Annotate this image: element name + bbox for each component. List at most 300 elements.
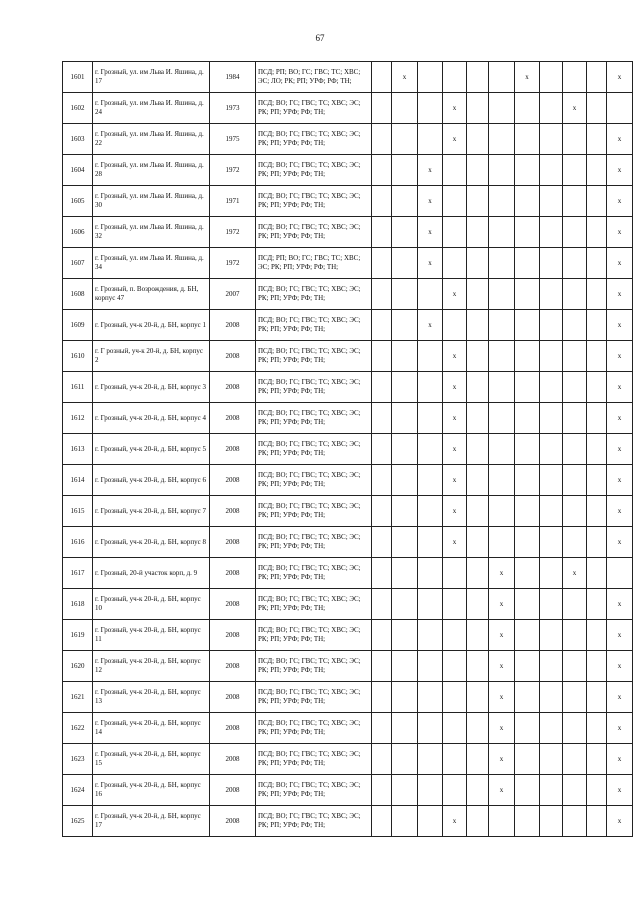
mark-cell [563, 186, 587, 217]
mark-cell [443, 744, 467, 775]
table-row [63, 651, 633, 682]
row-number: 1620 [63, 651, 93, 682]
mark-cell [372, 744, 392, 775]
mark-cell [418, 806, 443, 837]
mark-cell [540, 589, 563, 620]
mark-cell: x [607, 155, 633, 186]
mark-cell [467, 62, 489, 93]
mark-cell [443, 620, 467, 651]
mark-cell [489, 341, 515, 372]
mark-cell [540, 372, 563, 403]
mark-cell [467, 806, 489, 837]
mark-cell [467, 620, 489, 651]
mark-cell: x [607, 248, 633, 279]
mark-cell [515, 496, 540, 527]
mark-cell [467, 248, 489, 279]
works-list-cell: ПСД; ВО; ГС; ГВС; ТС; ХВС; ЭС; РК; РП; УРФ; РФ; ТН; [256, 682, 372, 713]
mark-cell: x [443, 124, 467, 155]
mark-cell [372, 403, 392, 434]
mark-cell [563, 62, 587, 93]
mark-cell [515, 341, 540, 372]
address-cell: г. Грозный, уч-к 20-й, д. БН, корпус 13 [93, 682, 210, 713]
mark-cell [392, 744, 418, 775]
address-cell: г. Грозный, уч-к 20-й, д. БН, корпус 17 [93, 806, 210, 837]
year-cell: 2008 [210, 806, 256, 837]
mark-cell [392, 620, 418, 651]
address-cell: г. Грозный, уч-к 20-й, д. БН, корпус 4 [93, 403, 210, 434]
mark-cell [443, 155, 467, 186]
works-list-cell: ПСД; ВО; ГС; ГВС; ТС; ХВС; ЭС; РК; РП; УРФ; РФ; ТН; [256, 403, 372, 434]
mark-cell [563, 248, 587, 279]
row-number: 1603 [63, 124, 93, 155]
mark-cell [515, 155, 540, 186]
mark-cell [607, 558, 633, 589]
mark-cell [563, 341, 587, 372]
mark-cell: x [443, 93, 467, 124]
address-cell: г. Грозный, ул. им Льва И. Яшина, д. 24 [93, 93, 210, 124]
mark-cell [418, 744, 443, 775]
mark-cell [515, 217, 540, 248]
mark-cell: x [563, 93, 587, 124]
mark-cell [587, 372, 607, 403]
mark-cell [443, 186, 467, 217]
works-list-cell: ПСД; ВО; ГС; ГВС; ТС; ХВС; ЭС; РК; РП; УРФ; РФ; ТН; [256, 527, 372, 558]
row-number: 1618 [63, 589, 93, 620]
mark-cell [540, 775, 563, 806]
year-cell: 2008 [210, 713, 256, 744]
address-cell: г. Грозный, уч-к 20-й, д. БН, корпус 14 [93, 713, 210, 744]
mark-cell [515, 372, 540, 403]
works-list-cell: ПСД; ВО; ГС; ГВС; ТС; ХВС; ЭС; РК; РП; УРФ; РФ; ТН; [256, 93, 372, 124]
mark-cell [392, 589, 418, 620]
year-cell: 2008 [210, 496, 256, 527]
row-number: 1602 [63, 93, 93, 124]
works-list-cell: ПСД; ВО; ГС; ГВС; ТС; ХВС; ЭС; РК; РП; УРФ; РФ; ТН; [256, 341, 372, 372]
table-row [63, 682, 633, 713]
row-number: 1615 [63, 496, 93, 527]
mark-cell [467, 465, 489, 496]
year-cell: 2008 [210, 372, 256, 403]
mark-cell [515, 744, 540, 775]
row-number: 1612 [63, 403, 93, 434]
works-list-cell: ПСД; ВО; ГС; ГВС; ТС; ХВС; ЭС; РК; РП; УРФ; РФ; ТН; [256, 744, 372, 775]
mark-cell [372, 341, 392, 372]
year-cell: 1972 [210, 155, 256, 186]
year-cell: 2008 [210, 558, 256, 589]
row-number: 1614 [63, 465, 93, 496]
mark-cell: x [443, 341, 467, 372]
year-cell: 2008 [210, 403, 256, 434]
mark-cell [540, 310, 563, 341]
works-list-cell: ПСД; ВО; ГС; ГВС; ТС; ХВС; ЭС; РК; РП; УРФ; РФ; ТН; [256, 217, 372, 248]
mark-cell [418, 496, 443, 527]
mark-cell [392, 806, 418, 837]
mark-cell [540, 713, 563, 744]
works-list-cell: ПСД; РП; ВО; ГС; ГВС; ТС; ХВС; ЭС; РК; РП; УРФ; РФ; ТН; [256, 248, 372, 279]
mark-cell [515, 186, 540, 217]
mark-cell [587, 744, 607, 775]
year-cell: 1973 [210, 93, 256, 124]
table-row [63, 713, 633, 744]
mark-cell: x [418, 310, 443, 341]
mark-cell [489, 372, 515, 403]
table-row [63, 434, 633, 465]
year-cell: 2008 [210, 651, 256, 682]
mark-cell: x [607, 713, 633, 744]
mark-cell [563, 713, 587, 744]
mark-cell: x [607, 372, 633, 403]
address-cell: г. Грозный, уч-к 20-й, д. БН, корпус 11 [93, 620, 210, 651]
mark-cell [489, 93, 515, 124]
mark-cell [587, 620, 607, 651]
mark-cell: x [418, 186, 443, 217]
mark-cell [587, 527, 607, 558]
mark-cell [540, 651, 563, 682]
mark-cell [563, 775, 587, 806]
row-number: 1613 [63, 434, 93, 465]
mark-cell: x [607, 465, 633, 496]
mark-cell: x [489, 589, 515, 620]
mark-cell [587, 248, 607, 279]
row-number: 1619 [63, 620, 93, 651]
mark-cell [372, 589, 392, 620]
works-list-cell: ПСД; ВО; ГС; ГВС; ТС; ХВС; ЭС; РК; РП; УРФ; РФ; ТН; [256, 713, 372, 744]
mark-cell [515, 434, 540, 465]
row-number: 1608 [63, 279, 93, 310]
year-cell: 1971 [210, 186, 256, 217]
mark-cell [418, 465, 443, 496]
works-list-cell: ПСД; ВО; ГС; ГВС; ТС; ХВС; ЭС; РК; РП; УРФ; РФ; ТН; [256, 124, 372, 155]
address-cell: г. Грозный, уч-к 20-й, д. БН, корпус 3 [93, 372, 210, 403]
mark-cell [563, 217, 587, 248]
table-row [63, 558, 633, 589]
mark-cell: x [563, 558, 587, 589]
year-cell: 2008 [210, 589, 256, 620]
address-cell: г. Грозный, уч-к 20-й, д. БН, корпус 5 [93, 434, 210, 465]
mark-cell [515, 124, 540, 155]
mark-cell [418, 527, 443, 558]
mark-cell: x [443, 496, 467, 527]
year-cell: 2008 [210, 527, 256, 558]
mark-cell [372, 155, 392, 186]
mark-cell [467, 93, 489, 124]
mark-cell [372, 558, 392, 589]
mark-cell: x [607, 744, 633, 775]
mark-cell: x [489, 713, 515, 744]
table-row [63, 496, 633, 527]
year-cell: 1972 [210, 248, 256, 279]
mark-cell [489, 806, 515, 837]
mark-cell: x [443, 403, 467, 434]
mark-cell [467, 589, 489, 620]
mark-cell: x [607, 403, 633, 434]
mark-cell: x [515, 62, 540, 93]
mark-cell [489, 217, 515, 248]
mark-cell: x [443, 806, 467, 837]
mark-cell [587, 682, 607, 713]
mark-cell [372, 620, 392, 651]
address-cell: г. Г розный, уч-к 20-й, д. БН, корпус 2 [93, 341, 210, 372]
row-number: 1606 [63, 217, 93, 248]
mark-cell: x [607, 496, 633, 527]
mark-cell [540, 62, 563, 93]
mark-cell [372, 186, 392, 217]
mark-cell: x [489, 775, 515, 806]
year-cell: 1975 [210, 124, 256, 155]
mark-cell [489, 62, 515, 93]
mark-cell [515, 682, 540, 713]
mark-cell [392, 279, 418, 310]
mark-cell [607, 93, 633, 124]
mark-cell [563, 744, 587, 775]
mark-cell [443, 558, 467, 589]
mark-cell [563, 155, 587, 186]
table-row [63, 279, 633, 310]
mark-cell [515, 93, 540, 124]
mark-cell [515, 465, 540, 496]
mark-cell [392, 248, 418, 279]
mark-cell [392, 465, 418, 496]
year-cell: 1972 [210, 217, 256, 248]
mark-cell [443, 62, 467, 93]
mark-cell [540, 341, 563, 372]
mark-cell [563, 527, 587, 558]
year-cell: 2008 [210, 744, 256, 775]
mark-cell [467, 496, 489, 527]
page-number: 67 [315, 33, 325, 43]
mark-cell [587, 434, 607, 465]
row-number: 1609 [63, 310, 93, 341]
year-cell: 2008 [210, 620, 256, 651]
mark-cell: x [443, 527, 467, 558]
works-list-cell: ПСД; ВО; ГС; ГВС; ТС; ХВС; ЭС; РК; РП; УРФ; РФ; ТН; [256, 434, 372, 465]
mark-cell [515, 279, 540, 310]
table-row [63, 806, 633, 837]
address-cell: г. Грозный, уч-к 20-й, д. БН, корпус 1 [93, 310, 210, 341]
row-number: 1622 [63, 713, 93, 744]
mark-cell: x [418, 217, 443, 248]
mark-cell [392, 403, 418, 434]
mark-cell: x [607, 527, 633, 558]
table-row [63, 403, 633, 434]
mark-cell [540, 620, 563, 651]
mark-cell [515, 527, 540, 558]
mark-cell: x [443, 279, 467, 310]
mark-cell [563, 434, 587, 465]
mark-cell: x [607, 620, 633, 651]
mark-cell [587, 589, 607, 620]
mark-cell [443, 217, 467, 248]
mark-cell [515, 310, 540, 341]
mark-cell [392, 682, 418, 713]
works-list-cell: ПСД; ВО; ГС; ГВС; ТС; ХВС; ЭС; РК; РП; УРФ; РФ; ТН; [256, 279, 372, 310]
mark-cell [540, 279, 563, 310]
mark-cell: x [607, 341, 633, 372]
mark-cell [587, 775, 607, 806]
works-list-cell: ПСД; ВО; ГС; ГВС; ТС; ХВС; ЭС; РК; РП; УРФ; РФ; ТН; [256, 310, 372, 341]
mark-cell [418, 651, 443, 682]
mark-cell [392, 527, 418, 558]
works-list-cell: ПСД; РП; ВО; ГС; ГВС; ТС; ХВС; ЭС; ЛО; РК; РП; УРФ; РФ; ТН; [256, 62, 372, 93]
works-list-cell: ПСД; ВО; ГС; ГВС; ТС; ХВС; ЭС; РК; РП; УРФ; РФ; ТН; [256, 589, 372, 620]
mark-cell [587, 558, 607, 589]
mark-cell [515, 248, 540, 279]
mark-cell [418, 93, 443, 124]
works-list-cell: ПСД; ВО; ГС; ГВС; ТС; ХВС; ЭС; РК; РП; УРФ; РФ; ТН; [256, 496, 372, 527]
building-registry-table [62, 61, 633, 837]
row-number: 1617 [63, 558, 93, 589]
address-cell: г. Грозный, ул. им Льва И. Яшина, д. 30 [93, 186, 210, 217]
mark-cell [587, 465, 607, 496]
mark-cell [563, 310, 587, 341]
table-row [63, 155, 633, 186]
table-row [63, 217, 633, 248]
mark-cell [392, 341, 418, 372]
mark-cell [489, 155, 515, 186]
row-number: 1610 [63, 341, 93, 372]
mark-cell [392, 310, 418, 341]
mark-cell [467, 124, 489, 155]
mark-cell [443, 248, 467, 279]
mark-cell [418, 775, 443, 806]
row-number: 1604 [63, 155, 93, 186]
mark-cell: x [392, 62, 418, 93]
mark-cell [372, 434, 392, 465]
table-row [63, 620, 633, 651]
mark-cell: x [607, 434, 633, 465]
mark-cell [467, 279, 489, 310]
mark-cell [563, 651, 587, 682]
mark-cell: x [607, 186, 633, 217]
mark-cell [515, 589, 540, 620]
mark-cell [372, 62, 392, 93]
mark-cell [467, 310, 489, 341]
mark-cell [587, 651, 607, 682]
mark-cell [540, 465, 563, 496]
mark-cell [489, 279, 515, 310]
mark-cell [515, 806, 540, 837]
mark-cell [563, 589, 587, 620]
works-list-cell: ПСД; ВО; ГС; ГВС; ТС; ХВС; ЭС; РК; РП; УРФ; РФ; ТН; [256, 806, 372, 837]
mark-cell: x [607, 279, 633, 310]
mark-cell [563, 372, 587, 403]
mark-cell [372, 682, 392, 713]
mark-cell [392, 496, 418, 527]
mark-cell [540, 217, 563, 248]
mark-cell [563, 279, 587, 310]
mark-cell [489, 403, 515, 434]
table-row [63, 186, 633, 217]
table-row [63, 93, 633, 124]
year-cell: 2008 [210, 775, 256, 806]
address-cell: г. Грозный, ул. им Льва И. Яшина, д. 32 [93, 217, 210, 248]
mark-cell [515, 651, 540, 682]
mark-cell [372, 651, 392, 682]
table-row [63, 124, 633, 155]
mark-cell [443, 589, 467, 620]
mark-cell [372, 713, 392, 744]
row-number: 1624 [63, 775, 93, 806]
mark-cell [467, 155, 489, 186]
mark-cell [467, 558, 489, 589]
mark-cell [587, 124, 607, 155]
mark-cell: x [607, 682, 633, 713]
mark-cell [392, 217, 418, 248]
mark-cell [372, 496, 392, 527]
mark-cell [489, 248, 515, 279]
mark-cell [489, 124, 515, 155]
address-cell: г. Грозный, 20-й участок корп, д. 9 [93, 558, 210, 589]
table-row [63, 589, 633, 620]
mark-cell [443, 713, 467, 744]
mark-cell [540, 403, 563, 434]
mark-cell [443, 775, 467, 806]
mark-cell [587, 217, 607, 248]
mark-cell [372, 775, 392, 806]
mark-cell [467, 527, 489, 558]
address-cell: г. Грозный, ул. им Льва И. Яшина, д. 17 [93, 62, 210, 93]
mark-cell [418, 124, 443, 155]
works-list-cell: ПСД; ВО; ГС; ГВС; ТС; ХВС; ЭС; РК; РП; УРФ; РФ; ТН; [256, 651, 372, 682]
mark-cell [467, 744, 489, 775]
mark-cell [372, 527, 392, 558]
works-list-cell: ПСД; ВО; ГС; ГВС; ТС; ХВС; ЭС; РК; РП; УРФ; РФ; ТН; [256, 620, 372, 651]
mark-cell [372, 124, 392, 155]
address-cell: г. Грозный, уч-к 20-й, д. БН, корпус 10 [93, 589, 210, 620]
mark-cell [587, 341, 607, 372]
mark-cell [392, 155, 418, 186]
mark-cell [489, 186, 515, 217]
mark-cell [467, 403, 489, 434]
works-list-cell: ПСД; ВО; ГС; ГВС; ТС; ХВС; ЭС; РК; РП; УРФ; РФ; ТН; [256, 186, 372, 217]
mark-cell [372, 279, 392, 310]
year-cell: 2007 [210, 279, 256, 310]
mark-cell [418, 62, 443, 93]
mark-cell [467, 682, 489, 713]
address-cell: г. Грозный, уч-к 20-й, д. БН, корпус 6 [93, 465, 210, 496]
mark-cell: x [418, 155, 443, 186]
mark-cell [372, 217, 392, 248]
mark-cell: x [443, 372, 467, 403]
mark-cell [489, 310, 515, 341]
mark-cell [540, 806, 563, 837]
mark-cell [563, 496, 587, 527]
address-cell: г. Грозный, ул. им Льва И. Яшина, д. 28 [93, 155, 210, 186]
mark-cell [540, 558, 563, 589]
mark-cell [392, 775, 418, 806]
mark-cell [443, 682, 467, 713]
year-cell: 2008 [210, 434, 256, 465]
year-cell: 1984 [210, 62, 256, 93]
mark-cell [587, 806, 607, 837]
mark-cell [392, 186, 418, 217]
mark-cell [467, 713, 489, 744]
table-body [63, 62, 633, 837]
mark-cell [443, 651, 467, 682]
mark-cell [392, 372, 418, 403]
row-number: 1621 [63, 682, 93, 713]
mark-cell [489, 496, 515, 527]
table-row [63, 62, 633, 93]
year-cell: 2008 [210, 465, 256, 496]
mark-cell [372, 248, 392, 279]
mark-cell [372, 806, 392, 837]
mark-cell: x [607, 310, 633, 341]
mark-cell [467, 217, 489, 248]
mark-cell [418, 713, 443, 744]
mark-cell [540, 124, 563, 155]
mark-cell [563, 124, 587, 155]
